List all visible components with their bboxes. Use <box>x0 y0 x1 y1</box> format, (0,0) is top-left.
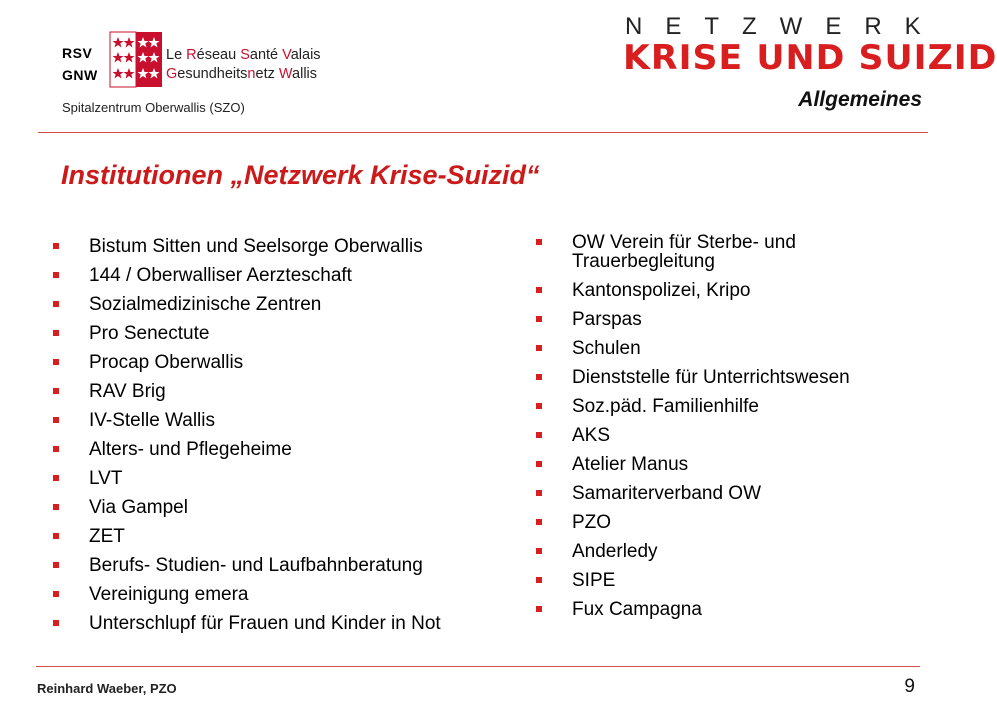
list-item-label: Soz.päd. Familienhilfe <box>572 396 759 417</box>
rsv-name-line1: Le Réseau Santé Valais <box>166 47 321 63</box>
list-item-label: 144 / Oberwalliser Aerzteschaft <box>89 265 352 286</box>
list-item <box>535 542 935 561</box>
rsv-abbr-line2: GNW <box>62 67 98 83</box>
rsv-abbr-line1: RSV <box>62 45 93 61</box>
square-bullet-icon <box>536 548 542 554</box>
left-institution-list <box>52 237 522 643</box>
list-item-label: Via Gampel <box>89 497 188 518</box>
rsv-abbreviation <box>62 42 98 86</box>
list-item <box>535 600 935 619</box>
valais-flag-icon <box>110 32 162 87</box>
square-bullet-icon <box>53 272 59 278</box>
list-item-label: PZO <box>572 512 612 533</box>
square-bullet-icon <box>536 316 542 322</box>
square-bullet-icon <box>53 417 59 423</box>
square-bullet-icon <box>536 432 542 438</box>
list-item-label: Anderledy <box>572 541 658 562</box>
rsv-logo <box>62 32 362 87</box>
square-bullet-icon <box>53 533 59 539</box>
list-item <box>52 498 522 517</box>
list-item-label: Atelier Manus <box>572 454 689 475</box>
list-item <box>52 469 522 488</box>
list-item-label: AKS <box>572 425 611 446</box>
header-divider <box>38 132 928 133</box>
page-number: 9 <box>904 676 915 697</box>
square-bullet-icon <box>536 345 542 351</box>
list-item-label: Kantonspolizei, Kripo <box>572 280 751 301</box>
square-bullet-icon <box>53 359 59 365</box>
list-item <box>535 339 935 358</box>
footer-author: Reinhard Waeber, PZO <box>37 681 177 696</box>
list-item <box>52 382 522 401</box>
square-bullet-icon <box>536 287 542 293</box>
square-bullet-icon <box>53 388 59 394</box>
network-logo-top: NETZWERK <box>625 13 944 40</box>
rsv-name <box>166 46 321 84</box>
list-item <box>535 368 935 387</box>
list-item <box>535 397 935 416</box>
square-bullet-icon <box>536 403 542 409</box>
square-bullet-icon <box>53 504 59 510</box>
square-bullet-icon <box>53 620 59 626</box>
square-bullet-icon <box>53 475 59 481</box>
list-item-label: RAV Brig <box>89 381 166 402</box>
list-item-label: Samariterverband OW <box>572 483 762 504</box>
list-item-label: Fux Campagna <box>572 599 702 620</box>
square-bullet-icon <box>53 591 59 597</box>
list-item-label: Unterschlupf für Frauen und Kinder in Not <box>89 613 441 634</box>
square-bullet-icon <box>536 374 542 380</box>
list-item <box>535 281 935 300</box>
list-item <box>52 411 522 430</box>
list-item <box>52 324 522 343</box>
slide-title: Institutionen „Netzwerk Krise-Suizid“ <box>61 160 540 190</box>
list-item <box>535 484 935 503</box>
square-bullet-icon <box>536 519 542 525</box>
section-label: Allgemeines <box>798 88 922 111</box>
square-bullet-icon <box>536 239 542 245</box>
list-item <box>535 571 935 590</box>
list-item-label: Dienststelle für Unterrichtswesen <box>572 367 850 388</box>
square-bullet-icon <box>53 446 59 452</box>
list-item <box>52 295 522 314</box>
list-item-label: LVT <box>89 468 123 489</box>
list-item-label: SIPE <box>572 570 616 591</box>
list-item <box>535 513 935 532</box>
list-item <box>52 585 522 604</box>
list-item <box>52 614 522 633</box>
square-bullet-icon <box>536 606 542 612</box>
square-bullet-icon <box>536 490 542 496</box>
list-item-label: Berufs- Studien- und Laufbahnberatung <box>89 555 423 576</box>
right-institution-list <box>535 233 935 629</box>
hospital-name: Spitalzentrum Oberwallis (SZO) <box>62 100 245 115</box>
list-item-label: Pro Senectute <box>89 323 210 344</box>
list-item-label: Vereinigung emera <box>89 584 249 605</box>
square-bullet-icon <box>53 243 59 249</box>
list-item-label: Schulen <box>572 338 641 359</box>
square-bullet-icon <box>536 461 542 467</box>
square-bullet-icon <box>53 562 59 568</box>
list-item-label: Bistum Sitten und Seelsorge Oberwallis <box>89 236 423 257</box>
list-item <box>52 556 522 575</box>
list-item-label: OW Verein für Sterbe- und Trauerbegleitung <box>572 232 796 272</box>
list-item <box>535 455 935 474</box>
list-item-label: ZET <box>89 526 125 547</box>
square-bullet-icon <box>53 301 59 307</box>
list-item <box>52 440 522 459</box>
list-item <box>52 353 522 372</box>
list-item <box>52 266 522 285</box>
network-logo-main: KRISE UND SUIZID <box>623 38 997 78</box>
list-item-label: Parspas <box>572 309 642 330</box>
list-item-label: Sozialmedizinische Zentren <box>89 294 322 315</box>
list-item <box>535 310 935 329</box>
list-item <box>535 426 935 445</box>
list-item-label: Procap Oberwallis <box>89 352 244 373</box>
list-item-label: Alters- und Pflegeheime <box>89 439 292 460</box>
list-item-label: IV-Stelle Wallis <box>89 410 215 431</box>
square-bullet-icon <box>536 577 542 583</box>
list-item <box>52 527 522 546</box>
list-item <box>535 233 935 271</box>
list-item <box>52 237 522 256</box>
footer-divider <box>36 666 920 667</box>
square-bullet-icon <box>53 330 59 336</box>
rsv-name-line2: Gesundheitsnetz Wallis <box>166 66 318 82</box>
